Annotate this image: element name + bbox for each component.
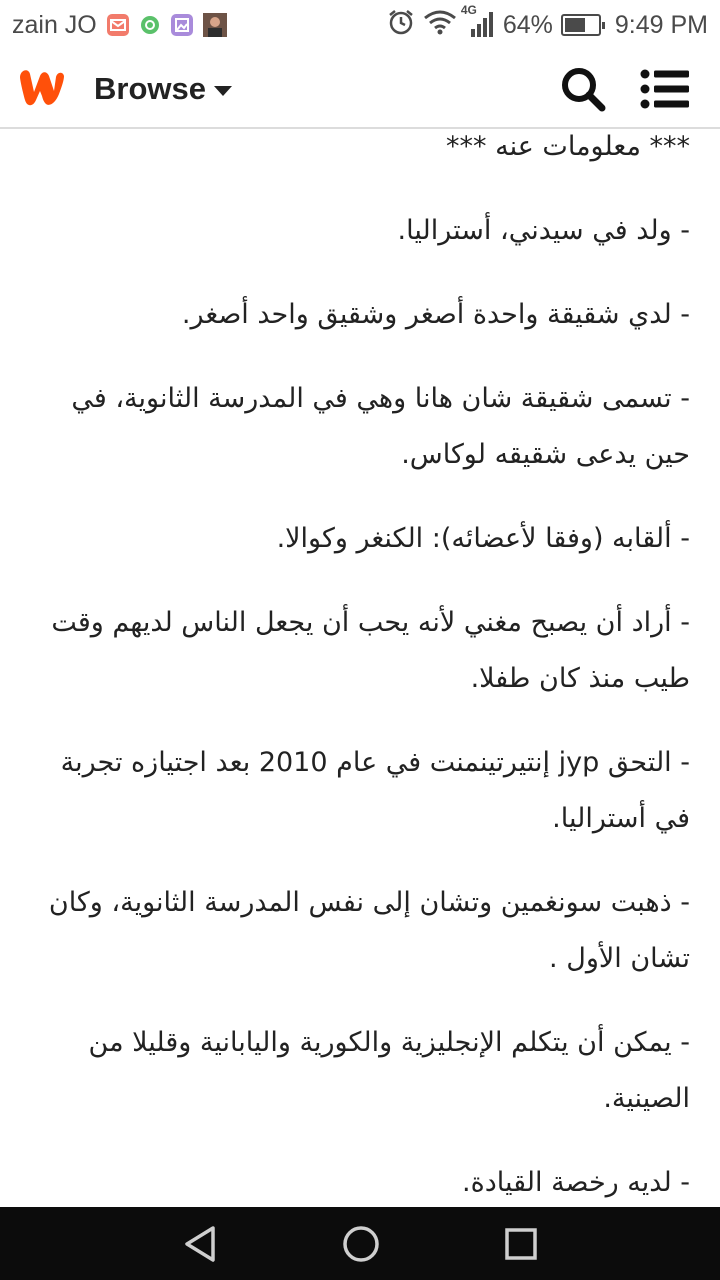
mail-icon [107, 14, 129, 36]
paragraph-spacer [30, 707, 690, 735]
app-header [0, 50, 720, 129]
whatsapp-icon [139, 14, 161, 36]
paragraph-spacer [30, 175, 690, 203]
status-right [387, 3, 708, 43]
system-nav-bar [0, 1207, 720, 1280]
story-paragraph: - التحق jyp إنتيرتينمنت في عام 2010 بعد اجتيازه تجربة في أستراليا. [60, 747, 690, 834]
browse-label: Browse [94, 70, 206, 106]
paragraph-spacer [30, 483, 690, 511]
story-paragraph: - أراد أن يصبح مغني لأنه يحب أن يجعل الناس لديهم وقت طيب منذ كان طفلا. [51, 607, 690, 694]
paragraph-spacer [30, 1127, 690, 1155]
alarm-icon [387, 8, 415, 43]
story-paragraph: - تسمى شقيقة شان هانا وهي في المدرسة الثانوية، في حين يدعى شقيقه لوكاس. [71, 383, 690, 470]
wattpad-logo-icon[interactable] [16, 66, 68, 112]
paragraph-spacer [30, 343, 690, 371]
search-icon[interactable] [560, 66, 606, 112]
status-bar [0, 0, 720, 50]
carrier-name: zain JO [12, 10, 97, 39]
avatar-icon [203, 13, 227, 37]
paragraph-spacer [30, 847, 690, 875]
status-left [12, 11, 227, 40]
story-paragraph: - لديه رخصة القيادة. [461, 1167, 690, 1198]
paragraph-spacer [30, 987, 690, 1015]
header-actions [560, 66, 690, 112]
story-paragraph: - ولد في سيدني، أستراليا. [397, 215, 690, 246]
network-type-label: 4G [460, 3, 477, 17]
signal-icon [460, 3, 495, 39]
menu-list-icon[interactable] [640, 69, 690, 109]
story-paragraph: - يمكن أن يتكلم الإنجليزية والكورية واليابانية وقليلا من الصينية. [88, 1027, 690, 1114]
paragraph-spacer [30, 259, 690, 287]
story-paragraph: - ألقابه (وفقا لأعضائه): الكنغر وكوالا. [276, 523, 690, 554]
clock-time: 9:49 PM [614, 10, 708, 39]
gallery-icon [171, 14, 193, 36]
story-paragraph: *** معلومات عنه *** [446, 131, 690, 162]
battery-icon [561, 14, 601, 36]
paragraph-spacer [30, 567, 690, 595]
battery-fill [565, 18, 585, 32]
browse-dropdown[interactable] [94, 71, 232, 107]
story-paragraph: - لدي شقيقة واحدة أصغر وشقيق واحد أصغر. [181, 299, 690, 330]
story-content [0, 129, 720, 1207]
home-icon[interactable] [342, 1225, 380, 1263]
chevron-down-icon [214, 86, 232, 96]
story-paragraph: - ذهبت سونغمين وتشان إلى نفس المدرسة الثانوية، وكان تشان الأول . [48, 887, 690, 974]
battery-percentage: 64% [502, 10, 553, 39]
wifi-icon [423, 9, 457, 42]
recents-icon[interactable] [504, 1227, 538, 1261]
back-icon[interactable] [182, 1225, 218, 1263]
